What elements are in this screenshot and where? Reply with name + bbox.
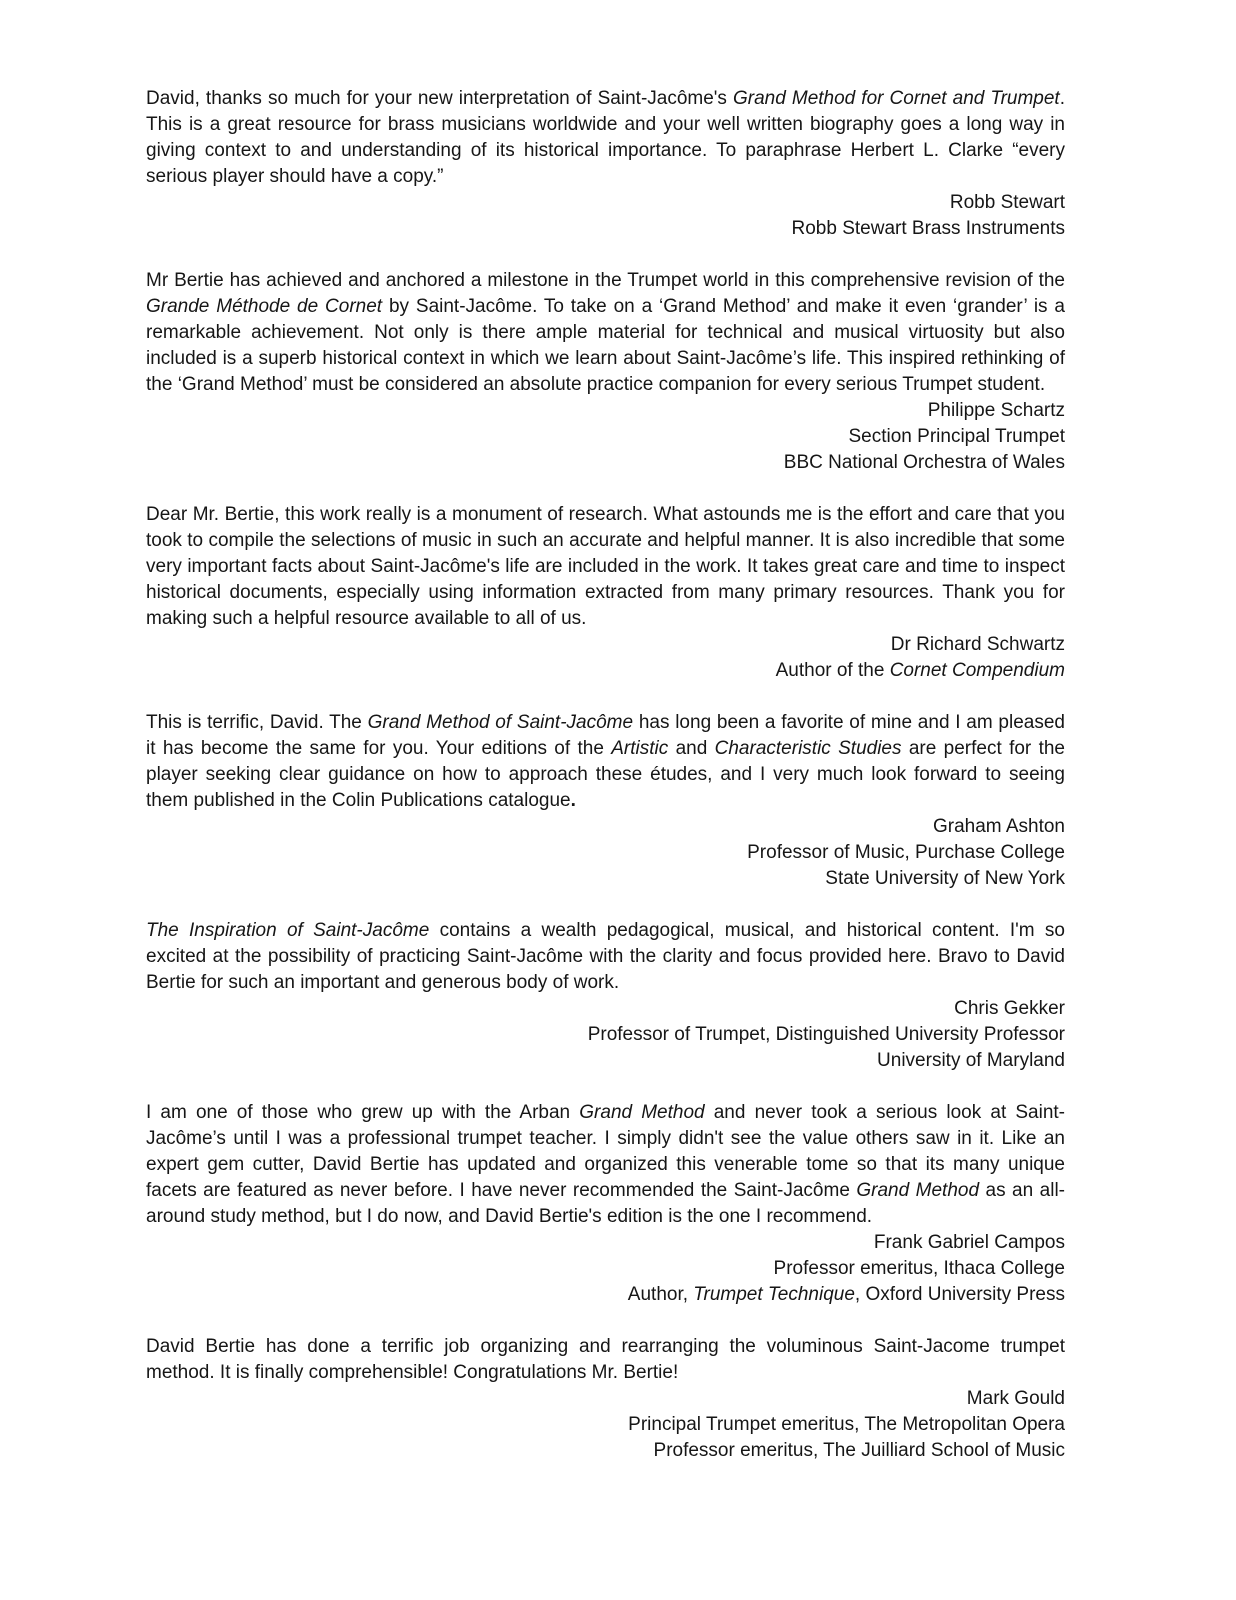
text-segment: Chris Gekker — [954, 998, 1065, 1019]
testimonial-block — [146, 86, 1065, 242]
text-segment: as an all-around study method, but I do now, and David Bertie's edition is the one I recommend. — [146, 1180, 1065, 1227]
text-segment: David, thanks so much for your new interpretation of Saint-Jacôme's — [146, 88, 733, 109]
text-segment: Section Principal Trumpet — [848, 426, 1065, 447]
text-segment: contains a wealth pedagogical, musical, and historical content. I'm so excited at the possibility of practicing Saint-Jacôme with the clarity and focus provided here. Bravo to David Bertie for such an important and generous body of work. — [146, 920, 1065, 993]
attribution-line — [146, 216, 1065, 242]
text-segment: Dr Richard Schwartz — [890, 634, 1065, 655]
text-segment: Mr Bertie has achieved and anchored a milestone in the Trumpet world in this comprehensive revision of the — [146, 270, 1065, 291]
testimonial-block — [146, 502, 1065, 684]
attribution-line — [146, 840, 1065, 866]
text-segment: Grand Method of Saint-Jacôme — [367, 712, 634, 733]
text-segment: Grand Method — [579, 1102, 705, 1123]
testimonial-list — [146, 86, 1065, 1464]
testimonial-attribution — [146, 996, 1065, 1074]
text-segment: Author, — [627, 1284, 694, 1305]
text-segment: Philippe Schartz — [927, 400, 1065, 421]
testimonial-attribution — [146, 190, 1065, 242]
text-segment: BBC National Orchestra of Wales — [783, 452, 1065, 473]
testimonial-quote — [146, 502, 1065, 632]
testimonial-quote — [146, 268, 1065, 398]
attribution-line — [146, 658, 1065, 684]
attribution-line — [146, 398, 1065, 424]
attribution-line — [146, 1022, 1065, 1048]
testimonial-quote — [146, 710, 1065, 814]
testimonial-quote — [146, 1100, 1065, 1230]
testimonial-attribution — [146, 1386, 1065, 1464]
testimonial-attribution — [146, 632, 1065, 684]
text-segment: State University of New York — [825, 868, 1065, 889]
testimonial-quote — [146, 918, 1065, 996]
text-segment: has long been a favorite of mine and I am pleased it has become the same for you. Your editions of the — [146, 712, 1065, 759]
testimonial-attribution — [146, 814, 1065, 892]
text-segment: Professor emeritus, The Juilliard School of Music — [653, 1440, 1065, 1461]
text-segment: by Saint-Jacôme. To take on a ‘Grand Method’ and make it even ‘grander’ is a remarkable achievement. Not only is there ample material for technical and musical virtuosity but also included is a superb historical context in which we learn about Saint-Jacôme’s life. This inspired rethinking of the ‘Grand Method’ must be considered an absolute practice companion for every serious Trumpet student. — [146, 296, 1065, 395]
attribution-line — [146, 1256, 1065, 1282]
testimonial-block — [146, 710, 1065, 892]
text-segment: University of Maryland — [877, 1050, 1065, 1071]
text-segment: . — [570, 790, 576, 811]
attribution-line — [146, 424, 1065, 450]
text-segment: I am one of those who grew up with the Arban — [146, 1102, 580, 1123]
text-segment: Author of the — [775, 660, 890, 681]
testimonial-quote — [146, 86, 1065, 190]
text-segment: Professor of Music, Purchase College — [747, 842, 1065, 863]
testimonial-attribution — [146, 1230, 1065, 1308]
text-segment: Grande Méthode de Cornet — [146, 296, 383, 317]
text-segment: Grand Method — [856, 1180, 980, 1201]
text-segment: Frank Gabriel Campos — [873, 1232, 1065, 1253]
attribution-line — [146, 1230, 1065, 1256]
text-segment: Grand Method for Cornet and Trumpet — [733, 88, 1060, 109]
text-segment: Robb Stewart — [949, 192, 1065, 213]
text-segment: Cornet Compendium — [889, 660, 1065, 681]
attribution-line — [146, 1438, 1065, 1464]
attribution-line — [146, 814, 1065, 840]
testimonial-block — [146, 268, 1065, 476]
attribution-line — [146, 1386, 1065, 1412]
text-segment: , Oxford University Press — [854, 1284, 1065, 1305]
text-segment: The Inspiration of Saint-Jacôme — [146, 920, 430, 941]
attribution-line — [146, 866, 1065, 892]
testimonial-block — [146, 1100, 1065, 1308]
text-segment: Professor of Trumpet, Distinguished University Professor — [587, 1024, 1065, 1045]
text-segment: Mark Gould — [966, 1388, 1065, 1409]
attribution-line — [146, 996, 1065, 1022]
testimonial-quote — [146, 1334, 1065, 1386]
text-segment: . This is a great resource for brass musicians worldwide and your well written biography goes a long way in giving context to and understanding of its historical importance. To paraphrase Herbert L. Clarke “every serious player should have a copy.” — [146, 88, 1065, 187]
text-segment: Graham Ashton — [932, 816, 1065, 837]
text-segment: This is terrific, David. The — [146, 712, 368, 733]
text-segment: David Bertie has done a terrific job organizing and rearranging the voluminous Saint-Jacome trumpet method. It is finally comprehensible! Congratulations Mr. Bertie! — [146, 1336, 1065, 1383]
attribution-line — [146, 1282, 1065, 1308]
text-segment: Characteristic Studies — [714, 738, 902, 759]
text-segment: Artistic — [611, 738, 669, 759]
text-segment: Robb Stewart Brass Instruments — [791, 218, 1065, 239]
text-segment: are perfect for the player seeking clear guidance on how to approach these études, and I very much look forward to seeing them published in the Colin Publications catalogue — [146, 738, 1065, 811]
text-segment: Dear Mr. Bertie, this work really is a monument of research. What astounds me is the effort and care that you took to compile the selections of music in such an accurate and helpful manner. It is also incredible that some very important facts about Saint-Jacôme's life are included in the work. It takes great care and time to inspect historical documents, especially using information extracted from many primary resources. Thank you for making such a helpful resource available to all of us. — [146, 504, 1065, 629]
text-segment: Professor emeritus, Ithaca College — [773, 1258, 1065, 1279]
attribution-line — [146, 1048, 1065, 1074]
attribution-line — [146, 632, 1065, 658]
testimonial-block — [146, 1334, 1065, 1464]
testimonial-block — [146, 918, 1065, 1074]
attribution-line — [146, 1412, 1065, 1438]
testimonial-attribution — [146, 398, 1065, 476]
text-segment: and — [668, 738, 715, 759]
text-segment: Trumpet Technique — [693, 1284, 855, 1305]
attribution-line — [146, 450, 1065, 476]
text-segment: Principal Trumpet emeritus, The Metropolitan Opera — [628, 1414, 1065, 1435]
attribution-line — [146, 190, 1065, 216]
text-segment: and never took a serious look at Saint-Jacôme’s until I was a professional trumpet teacher. I simply didn't see the value others saw in it. Like an expert gem cutter, David Bertie has updated and organized this venerable tome so that its many unique facets are featured as never before. I have never recommended the Saint-Jacôme — [146, 1102, 1065, 1201]
